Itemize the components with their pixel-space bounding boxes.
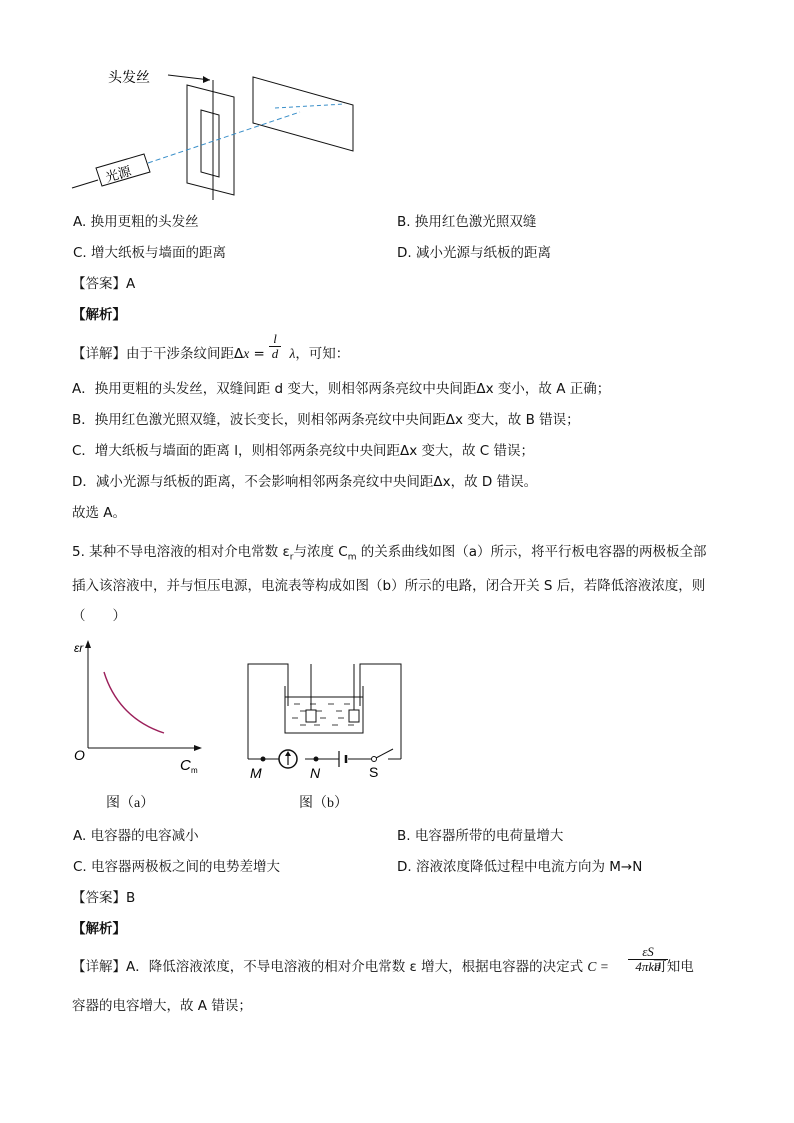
q4-analysis-heading: 【解析】 — [72, 307, 126, 323]
q4-detail-var: x — [243, 346, 250, 361]
q4-detail-prefix: 【详解】由于干涉条纹间距Δ — [72, 346, 244, 362]
q5-detail1-suffix: 可知电 — [653, 959, 694, 975]
q5-option-a: A. 电容器的电容减小 — [73, 828, 199, 844]
q5-stem-line1 — [72, 543, 707, 567]
q5-detail1-text: 【详解】A．降低溶液浓度，不导电溶液的相对介电常数 ε 增大，根据电容器的决定式 — [72, 959, 584, 975]
q4-detail-suffix: ，可知： — [295, 346, 350, 362]
q5-formula-den: 4πkd — [635, 959, 661, 974]
double-slit-diagram — [60, 60, 380, 210]
q4-line-a: A．换用更粗的头发丝，双缝间距 d 变大，则相邻两条亮纹中央间距Δx 变小，故 A 正确； — [72, 381, 611, 397]
fig-b-caption: 图（b） — [299, 796, 348, 811]
q5-option-c: C. 电容器两极板之间的电势差增大 — [73, 859, 281, 875]
q5-stem-b: 与浓度 C — [293, 544, 348, 560]
q4-line-b: B．换用红色激光照双缝，波长变长，则相邻两条亮纹中央间距Δx 变大，故 B 错误； — [72, 412, 580, 428]
fig-a-caption: 图（a） — [106, 796, 155, 811]
hair-label: 头发丝 — [108, 69, 150, 85]
q4-detail-line — [72, 345, 349, 363]
q4-option-d: D. 减小光源与纸板的距离 — [397, 245, 551, 261]
q5-analysis-heading: 【解析】 — [72, 921, 126, 937]
q4-line-c: C．增大纸板与墙面的距离 l，则相邻两条亮纹中央间距Δx 变大，故 C 错误； — [72, 443, 534, 459]
q4-line-d: D．减小光源与纸板的距离，不会影响相邻两条亮纹中央间距Δx，故 D 错误。 — [72, 474, 538, 490]
q4-lambda: λ — [289, 346, 296, 361]
figure-a-graph — [68, 636, 218, 776]
fig-b-n-label: N — [310, 765, 321, 781]
fig-a-y-label: εr — [74, 641, 84, 655]
q5-answer: 【答案】B — [72, 890, 136, 906]
q4-detail-eq: = — [253, 346, 265, 362]
q4-option-c: C. 增大纸板与墙面的距离 — [73, 245, 227, 261]
q4-frac-num: l — [273, 331, 277, 346]
q4-conclusion: 故选 A。 — [72, 505, 127, 521]
q5-detail-line2: 容器的电容增大，故 A 错误； — [72, 998, 252, 1014]
q5-formula-num: εS — [642, 944, 654, 959]
light-source-label: 光源 — [103, 163, 133, 185]
q5-formula-lhs: C = — [587, 959, 609, 974]
figure-b-circuit — [238, 656, 410, 781]
q4-answer: 【答案】A — [72, 276, 136, 292]
q5-option-d: D. 溶液浓度降低过程中电流方向为 M→N — [397, 859, 643, 875]
q5-stem-sub2: m — [347, 552, 357, 563]
q5-stem-line3: （ ） — [72, 608, 126, 624]
q4-frac-den: d — [271, 346, 279, 361]
q4-option-b: B. 换用红色激光照双缝 — [397, 214, 537, 230]
q5-stem-a: 5. 某种不导电溶液的相对介电常数 ε — [72, 544, 290, 560]
q5-stem-line2: 插入该溶液中，并与恒压电源，电流表等构成如图（b）所示的电路，闭合开关 S 后，若降低溶液浓度，则 — [72, 578, 706, 594]
fig-a-x-label: C — [180, 757, 191, 774]
fig-a-origin: O — [74, 747, 85, 763]
q4-option-a: A. 换用更粗的头发丝 — [73, 214, 199, 230]
fig-a-x-sub: m — [191, 766, 198, 775]
q4-fraction — [269, 332, 281, 361]
fig-b-s-label: S — [369, 764, 379, 780]
q5-detail-line1 — [72, 958, 694, 976]
q5-stem-sub1: r — [289, 552, 294, 563]
fig-b-m-label: M — [250, 765, 262, 781]
q5-option-b: B. 电容器所带的电荷量增大 — [397, 828, 564, 844]
q5-formula-fraction — [628, 945, 668, 974]
q5-stem-c: 的关系曲线如图（a）所示，将平行板电容器的两极板全部 — [356, 544, 707, 560]
